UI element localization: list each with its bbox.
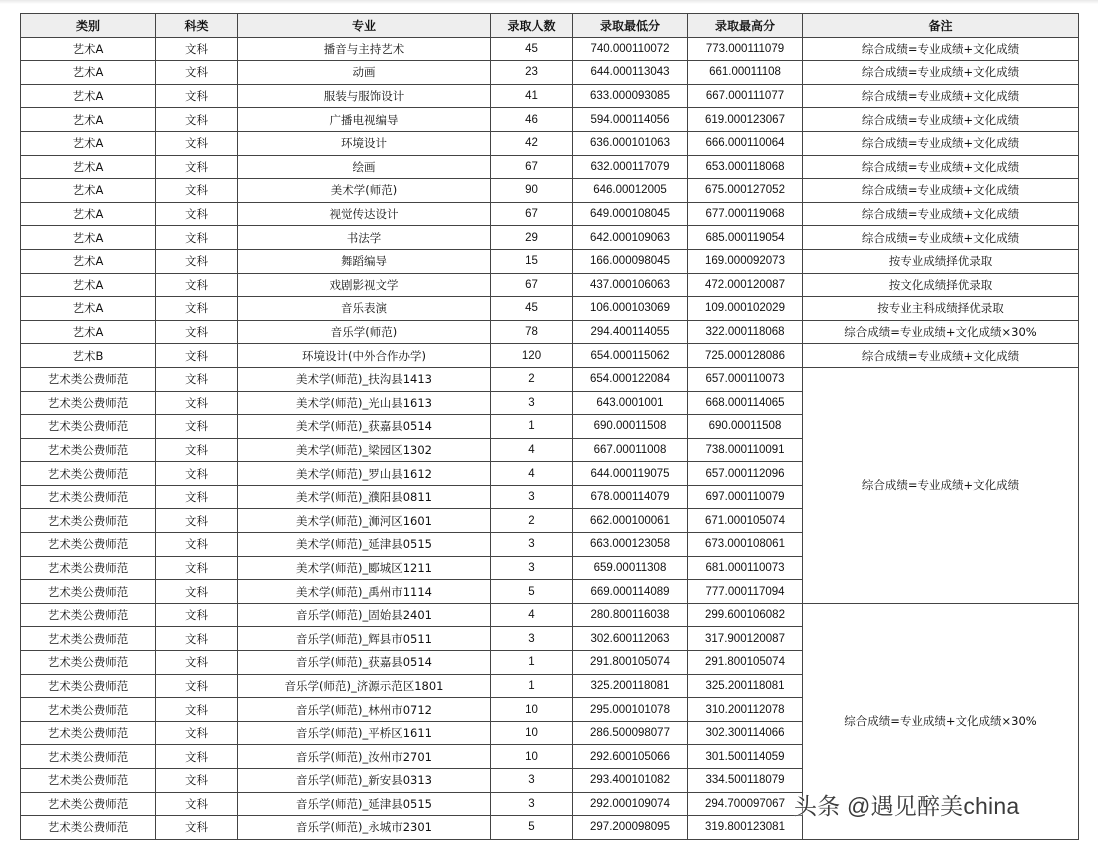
cell-note: 综合成绩=专业成绩+文化成绩 bbox=[803, 131, 1079, 155]
cell-category: 艺术类公费师范 bbox=[21, 580, 156, 604]
cell-major: 视觉传达设计 bbox=[238, 202, 491, 226]
cell-min-score: 594.000114056 bbox=[573, 108, 688, 132]
top-border-strip bbox=[0, 0, 1098, 4]
cell-subject: 文科 bbox=[156, 391, 238, 415]
cell-subject: 文科 bbox=[156, 297, 238, 321]
cell-max-score: 725.000128086 bbox=[688, 344, 803, 368]
cell-subject: 文科 bbox=[156, 131, 238, 155]
cell-category: 艺术类公费师范 bbox=[21, 698, 156, 722]
cell-subject: 文科 bbox=[156, 651, 238, 675]
cell-min-score: 280.800116038 bbox=[573, 603, 688, 627]
cell-subject: 文科 bbox=[156, 273, 238, 297]
cell-admitted-count: 3 bbox=[491, 533, 573, 557]
cell-category: 艺术类公费师范 bbox=[21, 769, 156, 793]
cell-max-score: 310.200112078 bbox=[688, 698, 803, 722]
cell-subject: 文科 bbox=[156, 320, 238, 344]
cell-category: 艺术A bbox=[21, 61, 156, 85]
cell-admitted-count: 3 bbox=[491, 769, 573, 793]
cell-max-score: 697.000110079 bbox=[688, 485, 803, 509]
cell-min-score: 654.000122084 bbox=[573, 367, 688, 391]
cell-max-score: 738.000110091 bbox=[688, 438, 803, 462]
header-major: 专业 bbox=[238, 14, 491, 38]
cell-max-score: 657.000110073 bbox=[688, 367, 803, 391]
cell-subject: 文科 bbox=[156, 533, 238, 557]
cell-admitted-count: 1 bbox=[491, 415, 573, 439]
cell-subject: 文科 bbox=[156, 556, 238, 580]
cell-major: 音乐学(师范)_汝州市2701 bbox=[238, 745, 491, 769]
cell-admitted-count: 23 bbox=[491, 61, 573, 85]
cell-min-score: 669.000114089 bbox=[573, 580, 688, 604]
cell-min-score: 636.000101063 bbox=[573, 131, 688, 155]
cell-admitted-count: 90 bbox=[491, 179, 573, 203]
cell-category: 艺术类公费师范 bbox=[21, 438, 156, 462]
cell-category: 艺术A bbox=[21, 226, 156, 250]
cell-category: 艺术A bbox=[21, 249, 156, 273]
cell-major: 音乐学(师范)_平桥区1611 bbox=[238, 721, 491, 745]
cell-min-score: 291.800105074 bbox=[573, 651, 688, 675]
cell-max-score: 677.000119068 bbox=[688, 202, 803, 226]
cell-category: 艺术类公费师范 bbox=[21, 485, 156, 509]
cell-max-score: 681.000110073 bbox=[688, 556, 803, 580]
table-row bbox=[21, 226, 1079, 250]
cell-admitted-count: 29 bbox=[491, 226, 573, 250]
cell-subject: 文科 bbox=[156, 721, 238, 745]
cell-admitted-count: 67 bbox=[491, 155, 573, 179]
header-subject: 科类 bbox=[156, 14, 238, 38]
table-row bbox=[21, 179, 1079, 203]
cell-major: 音乐表演 bbox=[238, 297, 491, 321]
cell-category: 艺术类公费师范 bbox=[21, 556, 156, 580]
cell-category: 艺术A bbox=[21, 37, 156, 61]
cell-admitted-count: 10 bbox=[491, 698, 573, 722]
cell-subject: 文科 bbox=[156, 37, 238, 61]
cell-min-score: 106.000103069 bbox=[573, 297, 688, 321]
cell-note: 综合成绩=专业成绩+文化成绩 bbox=[803, 61, 1079, 85]
cell-subject: 文科 bbox=[156, 344, 238, 368]
table-row bbox=[21, 202, 1079, 226]
cell-max-score: 673.000108061 bbox=[688, 533, 803, 557]
cell-major: 书法学 bbox=[238, 226, 491, 250]
cell-subject: 文科 bbox=[156, 816, 238, 840]
cell-max-score: 302.300114066 bbox=[688, 721, 803, 745]
cell-min-score: 293.400101082 bbox=[573, 769, 688, 793]
cell-major: 服装与服饰设计 bbox=[238, 84, 491, 108]
cell-admitted-count: 78 bbox=[491, 320, 573, 344]
cell-min-score: 649.000108045 bbox=[573, 202, 688, 226]
cell-major: 美术学(师范)_扶沟县1413 bbox=[238, 367, 491, 391]
cell-min-score: 667.00011008 bbox=[573, 438, 688, 462]
cell-subject: 文科 bbox=[156, 509, 238, 533]
cell-max-score: 619.000123067 bbox=[688, 108, 803, 132]
header-admitted-count: 录取人数 bbox=[491, 14, 573, 38]
cell-admitted-count: 4 bbox=[491, 603, 573, 627]
cell-category: 艺术类公费师范 bbox=[21, 391, 156, 415]
table-row bbox=[21, 603, 1079, 627]
table-row bbox=[21, 61, 1079, 85]
cell-note: 综合成绩=专业成绩+文化成绩 bbox=[803, 202, 1079, 226]
cell-major: 美术学(师范)_延津县0515 bbox=[238, 533, 491, 557]
cell-max-score: 301.500114059 bbox=[688, 745, 803, 769]
cell-max-score: 334.500118079 bbox=[688, 769, 803, 793]
cell-min-score: 646.00012005 bbox=[573, 179, 688, 203]
cell-admitted-count: 5 bbox=[491, 580, 573, 604]
cell-min-score: 292.000109074 bbox=[573, 792, 688, 816]
cell-major: 戏剧影视文学 bbox=[238, 273, 491, 297]
cell-category: 艺术类公费师范 bbox=[21, 651, 156, 675]
cell-major: 美术学(师范) bbox=[238, 179, 491, 203]
cell-category: 艺术类公费师范 bbox=[21, 627, 156, 651]
cell-subject: 文科 bbox=[156, 226, 238, 250]
cell-category: 艺术A bbox=[21, 108, 156, 132]
merged-note-cell: 综合成绩=专业成绩+文化成绩×30% bbox=[803, 603, 1079, 839]
table-row bbox=[21, 249, 1079, 273]
cell-major: 音乐学(师范)_获嘉县0514 bbox=[238, 651, 491, 675]
cell-min-score: 643.0001001 bbox=[573, 391, 688, 415]
cell-max-score: 653.000118068 bbox=[688, 155, 803, 179]
cell-major: 动画 bbox=[238, 61, 491, 85]
cell-category: 艺术类公费师范 bbox=[21, 415, 156, 439]
header-max-score: 录取最高分 bbox=[688, 14, 803, 38]
cell-admitted-count: 15 bbox=[491, 249, 573, 273]
cell-major: 美术学(师范)_浉河区1601 bbox=[238, 509, 491, 533]
cell-min-score: 325.200118081 bbox=[573, 674, 688, 698]
header-note: 备注 bbox=[803, 14, 1079, 38]
cell-min-score: 437.000106063 bbox=[573, 273, 688, 297]
cell-min-score: 662.000100061 bbox=[573, 509, 688, 533]
cell-category: 艺术A bbox=[21, 179, 156, 203]
cell-min-score: 633.000093085 bbox=[573, 84, 688, 108]
cell-major: 音乐学(师范)_延津县0515 bbox=[238, 792, 491, 816]
cell-category: 艺术类公费师范 bbox=[21, 721, 156, 745]
cell-subject: 文科 bbox=[156, 367, 238, 391]
cell-min-score: 286.500098077 bbox=[573, 721, 688, 745]
cell-note: 综合成绩=专业成绩+文化成绩 bbox=[803, 108, 1079, 132]
cell-admitted-count: 120 bbox=[491, 344, 573, 368]
cell-category: 艺术A bbox=[21, 297, 156, 321]
cell-major: 美术学(师范)_濮阳县0811 bbox=[238, 485, 491, 509]
cell-max-score: 671.000105074 bbox=[688, 509, 803, 533]
cell-category: 艺术类公费师范 bbox=[21, 603, 156, 627]
cell-admitted-count: 67 bbox=[491, 273, 573, 297]
cell-note: 综合成绩=专业成绩+文化成绩 bbox=[803, 37, 1079, 61]
cell-min-score: 632.000117079 bbox=[573, 155, 688, 179]
cell-min-score: 292.600105066 bbox=[573, 745, 688, 769]
cell-note: 按文化成绩择优录取 bbox=[803, 273, 1079, 297]
cell-subject: 文科 bbox=[156, 745, 238, 769]
cell-major: 绘画 bbox=[238, 155, 491, 179]
cell-note: 综合成绩=专业成绩+文化成绩×30% bbox=[803, 320, 1079, 344]
watermark: 头条 @遇见醉美china bbox=[794, 793, 1020, 819]
table-row bbox=[21, 84, 1079, 108]
cell-max-score: 319.800123081 bbox=[688, 816, 803, 840]
cell-admitted-count: 3 bbox=[491, 391, 573, 415]
cell-max-score: 322.000118068 bbox=[688, 320, 803, 344]
cell-admitted-count: 42 bbox=[491, 131, 573, 155]
cell-subject: 文科 bbox=[156, 462, 238, 486]
cell-max-score: 690.00011508 bbox=[688, 415, 803, 439]
table-row bbox=[21, 344, 1079, 368]
cell-category: 艺术类公费师范 bbox=[21, 792, 156, 816]
cell-note: 按专业主科成绩择优录取 bbox=[803, 297, 1079, 321]
cell-subject: 文科 bbox=[156, 61, 238, 85]
table-row bbox=[21, 108, 1079, 132]
cell-min-score: 740.000110072 bbox=[573, 37, 688, 61]
cell-max-score: 667.000111077 bbox=[688, 84, 803, 108]
cell-admitted-count: 67 bbox=[491, 202, 573, 226]
cell-admitted-count: 2 bbox=[491, 509, 573, 533]
cell-subject: 文科 bbox=[156, 155, 238, 179]
cell-admitted-count: 2 bbox=[491, 367, 573, 391]
cell-admitted-count: 45 bbox=[491, 37, 573, 61]
merged-note-cell: 综合成绩=专业成绩+文化成绩 bbox=[803, 367, 1079, 603]
cell-admitted-count: 10 bbox=[491, 721, 573, 745]
cell-subject: 文科 bbox=[156, 249, 238, 273]
cell-category: 艺术A bbox=[21, 202, 156, 226]
cell-max-score: 675.000127052 bbox=[688, 179, 803, 203]
cell-max-score: 109.000102029 bbox=[688, 297, 803, 321]
cell-max-score: 661.00011108 bbox=[688, 61, 803, 85]
cell-subject: 文科 bbox=[156, 674, 238, 698]
cell-note: 综合成绩=专业成绩+文化成绩 bbox=[803, 179, 1079, 203]
cell-subject: 文科 bbox=[156, 415, 238, 439]
cell-admitted-count: 4 bbox=[491, 462, 573, 486]
cell-major: 美术学(师范)_郾城区1211 bbox=[238, 556, 491, 580]
cell-admitted-count: 5 bbox=[491, 816, 573, 840]
header-row bbox=[21, 14, 1079, 38]
cell-min-score: 644.000113043 bbox=[573, 61, 688, 85]
cell-admitted-count: 3 bbox=[491, 627, 573, 651]
cell-admitted-count: 1 bbox=[491, 651, 573, 675]
cell-subject: 文科 bbox=[156, 108, 238, 132]
cell-major: 音乐学(师范)_林州市0712 bbox=[238, 698, 491, 722]
cell-subject: 文科 bbox=[156, 698, 238, 722]
cell-major: 美术学(师范)_罗山县1612 bbox=[238, 462, 491, 486]
cell-max-score: 169.000092073 bbox=[688, 249, 803, 273]
cell-min-score: 654.000115062 bbox=[573, 344, 688, 368]
table-row bbox=[21, 367, 1079, 391]
cell-min-score: 166.000098045 bbox=[573, 249, 688, 273]
cell-category: 艺术类公费师范 bbox=[21, 462, 156, 486]
cell-max-score: 317.900120087 bbox=[688, 627, 803, 651]
cell-category: 艺术类公费师范 bbox=[21, 745, 156, 769]
cell-category: 艺术类公费师范 bbox=[21, 816, 156, 840]
header-min-score: 录取最低分 bbox=[573, 14, 688, 38]
cell-major: 音乐学(师范)_固始县2401 bbox=[238, 603, 491, 627]
cell-max-score: 472.000120087 bbox=[688, 273, 803, 297]
cell-category: 艺术A bbox=[21, 155, 156, 179]
cell-admitted-count: 3 bbox=[491, 792, 573, 816]
cell-admitted-count: 10 bbox=[491, 745, 573, 769]
cell-major: 环境设计 bbox=[238, 131, 491, 155]
cell-major: 音乐学(师范)_济源示范区1801 bbox=[238, 674, 491, 698]
cell-subject: 文科 bbox=[156, 580, 238, 604]
cell-max-score: 668.000114065 bbox=[688, 391, 803, 415]
cell-category: 艺术类公费师范 bbox=[21, 509, 156, 533]
cell-subject: 文科 bbox=[156, 603, 238, 627]
cell-admitted-count: 46 bbox=[491, 108, 573, 132]
cell-major: 广播电视编导 bbox=[238, 108, 491, 132]
cell-note: 按专业成绩择优录取 bbox=[803, 249, 1079, 273]
cell-category: 艺术类公费师范 bbox=[21, 533, 156, 557]
cell-major: 美术学(师范)_梁园区1302 bbox=[238, 438, 491, 462]
cell-subject: 文科 bbox=[156, 769, 238, 793]
cell-max-score: 657.000112096 bbox=[688, 462, 803, 486]
cell-category: 艺术B bbox=[21, 344, 156, 368]
cell-note: 综合成绩=专业成绩+文化成绩 bbox=[803, 226, 1079, 250]
cell-major: 音乐学(师范)_永城市2301 bbox=[238, 816, 491, 840]
cell-subject: 文科 bbox=[156, 202, 238, 226]
cell-max-score: 325.200118081 bbox=[688, 674, 803, 698]
cell-subject: 文科 bbox=[156, 179, 238, 203]
table-row bbox=[21, 273, 1079, 297]
cell-min-score: 297.200098095 bbox=[573, 816, 688, 840]
cell-major: 音乐学(师范)_新安县0313 bbox=[238, 769, 491, 793]
table-row bbox=[21, 320, 1079, 344]
cell-category: 艺术A bbox=[21, 273, 156, 297]
cell-admitted-count: 1 bbox=[491, 674, 573, 698]
table-row bbox=[21, 37, 1079, 61]
cell-max-score: 773.000111079 bbox=[688, 37, 803, 61]
cell-note: 综合成绩=专业成绩+文化成绩 bbox=[803, 155, 1079, 179]
cell-category: 艺术A bbox=[21, 131, 156, 155]
cell-min-score: 663.000123058 bbox=[573, 533, 688, 557]
cell-category: 艺术A bbox=[21, 320, 156, 344]
cell-major: 舞蹈编导 bbox=[238, 249, 491, 273]
cell-major: 美术学(师范)_禹州市1114 bbox=[238, 580, 491, 604]
cell-subject: 文科 bbox=[156, 438, 238, 462]
cell-max-score: 294.700097067 bbox=[688, 792, 803, 816]
cell-major: 播音与主持艺术 bbox=[238, 37, 491, 61]
cell-admitted-count: 3 bbox=[491, 556, 573, 580]
cell-max-score: 685.000119054 bbox=[688, 226, 803, 250]
cell-min-score: 678.000114079 bbox=[573, 485, 688, 509]
cell-max-score: 777.000117094 bbox=[688, 580, 803, 604]
table-row bbox=[21, 297, 1079, 321]
cell-admitted-count: 4 bbox=[491, 438, 573, 462]
cell-admitted-count: 3 bbox=[491, 485, 573, 509]
cell-min-score: 295.000101078 bbox=[573, 698, 688, 722]
cell-min-score: 659.00011308 bbox=[573, 556, 688, 580]
cell-min-score: 294.400114055 bbox=[573, 320, 688, 344]
cell-admitted-count: 41 bbox=[491, 84, 573, 108]
header-category: 类别 bbox=[21, 14, 156, 38]
cell-max-score: 291.800105074 bbox=[688, 651, 803, 675]
cell-major: 美术学(师范)_光山县1613 bbox=[238, 391, 491, 415]
cell-max-score: 299.600106082 bbox=[688, 603, 803, 627]
cell-note: 综合成绩=专业成绩+文化成绩 bbox=[803, 84, 1079, 108]
cell-subject: 文科 bbox=[156, 485, 238, 509]
cell-min-score: 690.00011508 bbox=[573, 415, 688, 439]
cell-admitted-count: 45 bbox=[491, 297, 573, 321]
table-row bbox=[21, 155, 1079, 179]
cell-note: 综合成绩=专业成绩+文化成绩 bbox=[803, 344, 1079, 368]
cell-category: 艺术A bbox=[21, 84, 156, 108]
table-body bbox=[21, 37, 1079, 839]
cell-major: 音乐学(师范)_辉县市0511 bbox=[238, 627, 491, 651]
cell-subject: 文科 bbox=[156, 84, 238, 108]
cell-major: 音乐学(师范) bbox=[238, 320, 491, 344]
cell-major: 环境设计(中外合作办学) bbox=[238, 344, 491, 368]
table-row bbox=[21, 131, 1079, 155]
cell-subject: 文科 bbox=[156, 792, 238, 816]
cell-min-score: 644.000119075 bbox=[573, 462, 688, 486]
cell-max-score: 666.000110064 bbox=[688, 131, 803, 155]
cell-min-score: 642.000109063 bbox=[573, 226, 688, 250]
cell-subject: 文科 bbox=[156, 627, 238, 651]
cell-category: 艺术类公费师范 bbox=[21, 367, 156, 391]
cell-min-score: 302.600112063 bbox=[573, 627, 688, 651]
cell-category: 艺术类公费师范 bbox=[21, 674, 156, 698]
cell-major: 美术学(师范)_获嘉县0514 bbox=[238, 415, 491, 439]
admission-scores-table bbox=[20, 13, 1079, 840]
